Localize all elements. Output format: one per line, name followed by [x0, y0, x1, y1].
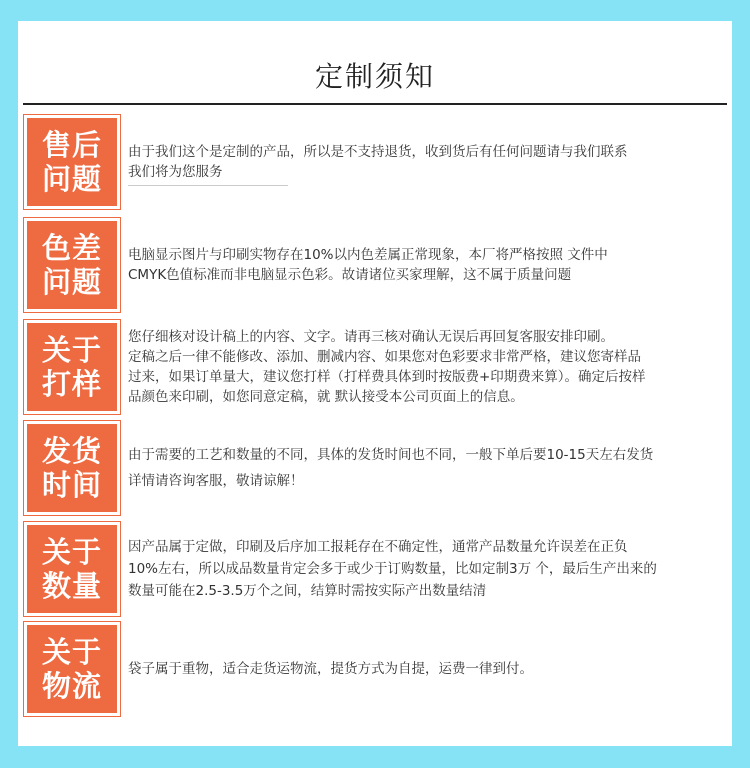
section-color-difference [18, 218, 732, 312]
text-line: 由于需要的工艺和数量的不同，具体的发货时间也不同，一般下单后要10-15天左右发货 [128, 447, 654, 463]
heading-line-1: 发货 [41, 434, 102, 468]
section-text [128, 522, 720, 616]
text-line: 定稿之后一律不能修改、添加、删减内容、如果您对色彩要求非常严格，建议您寄样品 [128, 349, 641, 365]
title-divider [23, 103, 727, 105]
heading-line-2: 时间 [41, 468, 102, 502]
text-line: 品颜色来印刷，如您同意定稿，就 默认接受本公司页面上的信息。 [128, 389, 524, 405]
heading-line-2: 物流 [41, 669, 102, 703]
text-line: 10%左右，所以成品数量肯定会多于或少于订购数量，比如定制3万 个，最后生产出来的 [128, 561, 657, 577]
section-heading-badge [24, 320, 120, 414]
heading-line-2: 问题 [41, 265, 102, 299]
text-line: 过来，如果订单量大，建议您打样（打样费具体到时按版费+印期费来算）。确定后按样 [128, 369, 646, 385]
section-text [128, 622, 720, 716]
section-shipping-time [18, 421, 732, 515]
section-quantity [18, 522, 732, 616]
notice-card [18, 21, 732, 746]
section-text [128, 115, 720, 209]
text-line: 我们将为您服务 [128, 164, 223, 180]
section-heading-badge [24, 522, 120, 616]
text-line: 数量可能在2.5-3.5万个之间，结算时需按实际产出数量结清 [128, 583, 487, 599]
text-line: 详情请咨询客服，敬请谅解！ [128, 473, 304, 489]
section-heading-badge [24, 622, 120, 716]
section-heading-badge [24, 421, 120, 515]
heading-line-1: 色差 [41, 231, 102, 265]
section-logistics [18, 622, 732, 716]
heading-line-2: 数量 [41, 569, 102, 603]
heading-line-2: 打样 [41, 367, 102, 401]
text-line: 您仔细核对设计稿上的内容、文字。请再三核对确认无误后再回复客服安排印刷。 [128, 329, 614, 345]
section-text [128, 320, 720, 414]
text-underline [128, 185, 288, 186]
section-heading-badge [24, 115, 120, 209]
heading-line-1: 关于 [41, 333, 102, 367]
heading-line-2: 问题 [41, 162, 102, 196]
heading-line-1: 关于 [41, 535, 102, 569]
text-line: 由于我们这个是定制的产品，所以是不支持退货，收到货后有任何问题请与我们联系 [128, 144, 628, 160]
section-heading-badge [24, 218, 120, 312]
text-line: 电脑显示图片与印刷实物存在10%以内色差属正常现象，本厂将严格按照 文件中 [128, 247, 608, 263]
text-line: CMYK色值标准而非电脑显示色彩。故请诸位买家理解，这不属于质量问题 [128, 267, 572, 283]
heading-line-1: 关于 [41, 635, 102, 669]
section-proofing [18, 320, 732, 414]
text-line: 袋子属于重物，适合走货运物流，提货方式为自提，运费一律到付。 [128, 661, 533, 677]
section-after-sales [18, 115, 732, 209]
section-text [128, 218, 720, 312]
page-title: 定制须知 [314, 60, 435, 93]
section-text [128, 421, 720, 515]
text-line: 因产品属于定做，印刷及后序加工报耗存在不确定性，通常产品数量允许误差在正负 [128, 539, 628, 555]
heading-line-1: 售后 [41, 128, 102, 162]
